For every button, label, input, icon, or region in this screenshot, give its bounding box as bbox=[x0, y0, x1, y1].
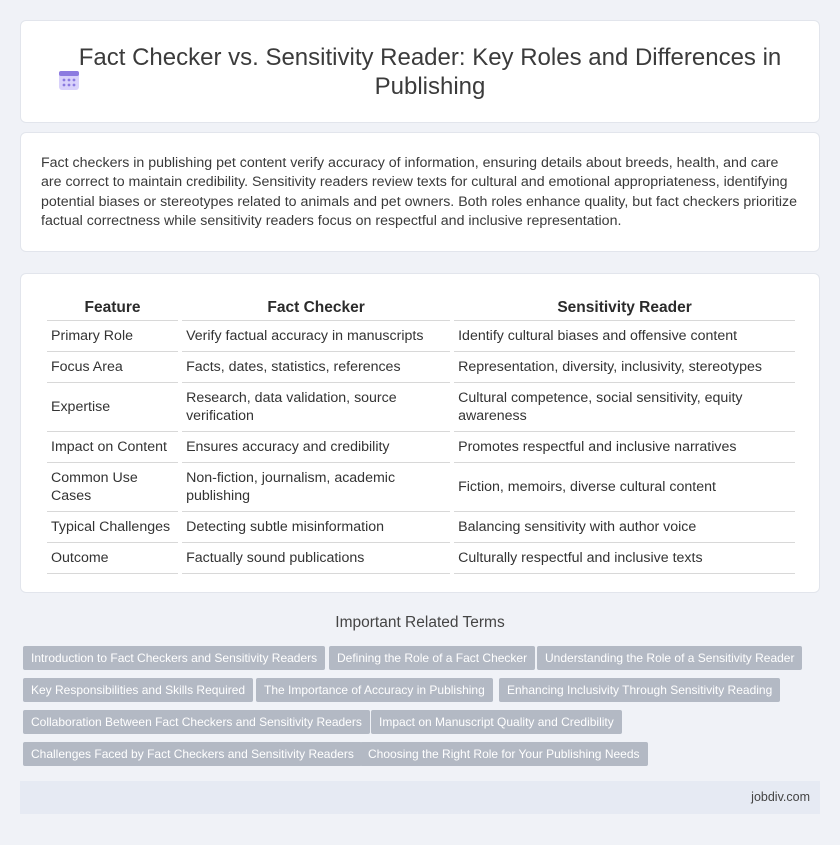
related-terms-heading: Important Related Terms bbox=[335, 614, 505, 631]
table-row bbox=[47, 321, 795, 352]
header-fact-checker: Fact Checker bbox=[182, 296, 450, 321]
comparison-card bbox=[20, 273, 820, 593]
related-term-link[interactable]: Enhancing Inclusivity Through Sensitivity Reading bbox=[499, 678, 780, 702]
row-feature: Typical Challenges bbox=[47, 512, 178, 543]
row-sensitivity-reader: Cultural competence, social sensitivity, equity awareness bbox=[454, 383, 795, 432]
row-fact-checker: Detecting subtle misinformation bbox=[182, 512, 450, 543]
row-fact-checker: Non-fiction, journalism, academic publishing bbox=[182, 463, 450, 512]
intro-card bbox=[20, 132, 820, 252]
related-term-link[interactable]: Introduction to Fact Checkers and Sensitivity Readers bbox=[23, 646, 325, 670]
table-row bbox=[47, 432, 795, 463]
comparison-table bbox=[43, 296, 799, 574]
table-row bbox=[47, 543, 795, 574]
intro-paragraph: Fact checkers in publishing pet content verify accuracy of information, ensuring details about breeds, health, and care are correct to maintain credibility. Sensitivity readers review texts for cultural and emotional appropriateness, identifying potential biases or stereotypes related to animals and pet owners. Both roles enhance quality, but fact checkers prioritize factual correctness while sensitivity readers focus on respectful and inclusive representation. bbox=[41, 155, 798, 229]
footer-site-link[interactable]: jobdiv.com bbox=[751, 790, 810, 804]
row-sensitivity-reader: Fiction, memoirs, diverse cultural content bbox=[454, 463, 795, 512]
related-term-link[interactable]: The Importance of Accuracy in Publishing bbox=[256, 678, 493, 702]
table-row bbox=[47, 512, 795, 543]
row-sensitivity-reader: Representation, diversity, inclusivity, stereotypes bbox=[454, 352, 795, 383]
table-row bbox=[47, 463, 795, 512]
row-sensitivity-reader: Culturally respectful and inclusive texts bbox=[454, 543, 795, 574]
row-feature: Common Use Cases bbox=[47, 463, 178, 512]
related-term-link[interactable]: Choosing the Right Role for Your Publishing Needs bbox=[360, 742, 648, 766]
related-term-link[interactable]: Impact on Manuscript Quality and Credibility bbox=[371, 710, 622, 734]
row-fact-checker: Verify factual accuracy in manuscripts bbox=[182, 321, 450, 352]
table-row bbox=[47, 352, 795, 383]
row-fact-checker: Factually sound publications bbox=[182, 543, 450, 574]
table-header-row bbox=[47, 296, 795, 321]
header-sensitivity-reader: Sensitivity Reader bbox=[454, 296, 795, 321]
related-term-link[interactable]: Understanding the Role of a Sensitivity Reader bbox=[537, 646, 802, 670]
row-sensitivity-reader: Promotes respectful and inclusive narratives bbox=[454, 432, 795, 463]
row-feature: Outcome bbox=[47, 543, 178, 574]
related-term-link[interactable]: Collaboration Between Fact Checkers and Sensitivity Readers bbox=[23, 710, 370, 734]
title-card bbox=[20, 20, 820, 123]
page-title: Fact Checker vs. Sensitivity Reader: Key Roles and Differences in Publishing bbox=[78, 44, 782, 100]
row-feature: Impact on Content bbox=[47, 432, 178, 463]
row-fact-checker: Ensures accuracy and credibility bbox=[182, 432, 450, 463]
related-term-link[interactable]: Challenges Faced by Fact Checkers and Sensitivity Readers bbox=[23, 742, 362, 766]
row-sensitivity-reader: Balancing sensitivity with author voice bbox=[454, 512, 795, 543]
row-feature: Primary Role bbox=[47, 321, 178, 352]
footer bbox=[20, 781, 820, 814]
row-sensitivity-reader: Identify cultural biases and offensive content bbox=[454, 321, 795, 352]
row-fact-checker: Facts, dates, statistics, references bbox=[182, 352, 450, 383]
row-feature: Focus Area bbox=[47, 352, 178, 383]
row-feature: Expertise bbox=[47, 383, 178, 432]
header-feature: Feature bbox=[47, 296, 178, 321]
row-fact-checker: Research, data validation, source verification bbox=[182, 383, 450, 432]
related-term-link[interactable]: Key Responsibilities and Skills Required bbox=[23, 678, 253, 702]
related-term-link[interactable]: Defining the Role of a Fact Checker bbox=[329, 646, 535, 670]
table-row bbox=[47, 383, 795, 432]
